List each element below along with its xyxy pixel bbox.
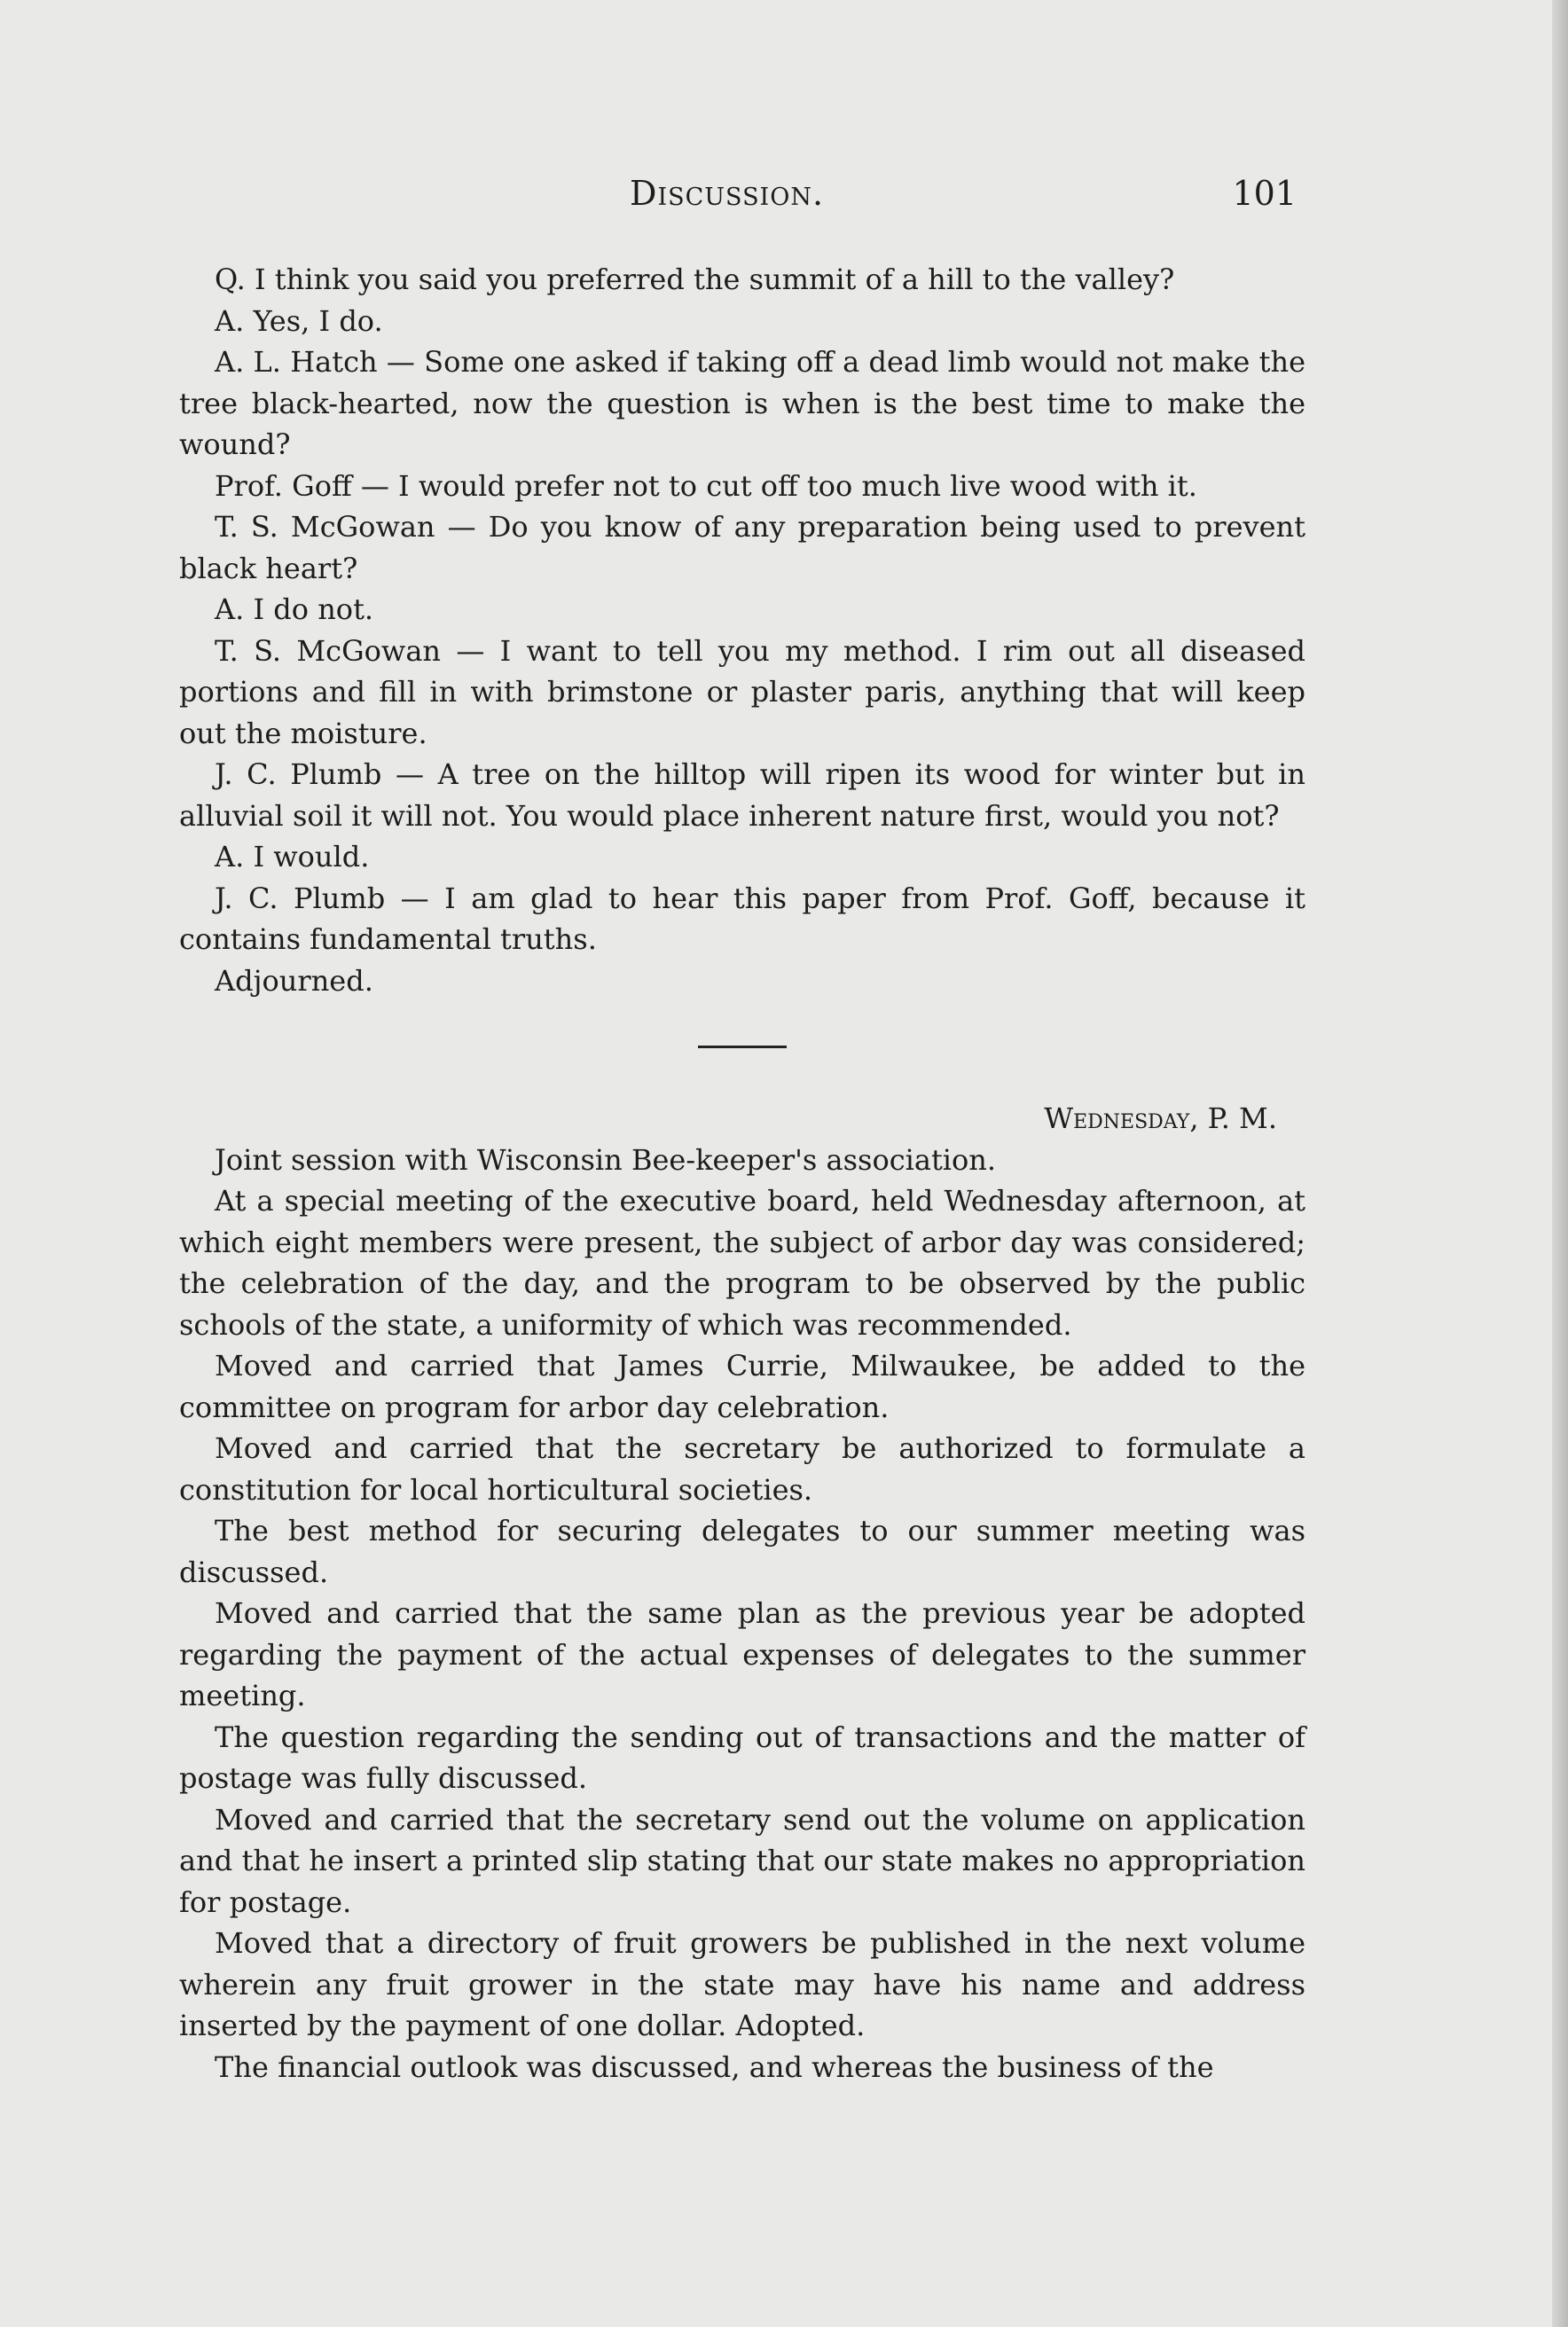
paragraph: T. S. McGowan — Do you know of any preparation being used to prevent black heart? bbox=[179, 510, 1305, 585]
paragraph: A. Yes, I do. bbox=[215, 303, 383, 338]
paragraph: At a special meeting of the executive board, held Wednesday afternoon, at which eight members were present, the subject of arbor day was considered; the celebration of the day, and the program to be observed by the public schools of the state, a uniformity of which was recommended. bbox=[179, 1184, 1305, 1342]
paragraph: Moved and carried that James Currie, Milwaukee, be added to the committee on program for arbor day celebration. bbox=[179, 1349, 1305, 1424]
paragraph: Prof. Goff — I would prefer not to cut off too much live wood with it. bbox=[215, 468, 1197, 503]
paragraph: Joint session with Wisconsin Bee-keeper's association. bbox=[215, 1142, 997, 1177]
running-title: Discussion. bbox=[630, 174, 825, 213]
page-number: 101 bbox=[1232, 174, 1297, 213]
session-heading: Wednesday, P. M. bbox=[1044, 1101, 1277, 1135]
paragraph: Moved and carried that the secretary be authorized to formulate a constitution for local horticultural societies. bbox=[179, 1431, 1305, 1507]
paragraph: J. C. Plumb — I am glad to hear this paper from Prof. Goff, because it contains fundamental truths. bbox=[179, 881, 1305, 956]
paragraph: A. L. Hatch — Some one asked if taking off a dead limb would not make the tree black-hearted, now the question is when is the best time to make the wound? bbox=[179, 345, 1305, 461]
paragraph-adjourned: Adjourned. bbox=[215, 963, 373, 998]
paragraph: The best method for securing delegates to our summer meeting was discussed. bbox=[179, 1514, 1305, 1589]
paragraph: T. S. McGowan — I want to tell you my method. I rim out all diseased portions and fill in with brimstone or plaster paris, anything that will keep out the moisture. bbox=[179, 633, 1305, 750]
page-body bbox=[179, 259, 1305, 2088]
paragraph: The financial outlook was discussed, and whereas the business of the bbox=[215, 2049, 1214, 2084]
paragraph: The question regarding the sending out of transactions and the matter of postage was fully discussed. bbox=[179, 1720, 1305, 1795]
page-edge-shadow bbox=[1552, 0, 1568, 2327]
section-divider bbox=[698, 1046, 787, 1048]
paragraph: Moved and carried that the same plan as the previous year be adopted regarding the payment of the actual expenses of delegates to the summer meeting. bbox=[179, 1596, 1305, 1712]
paragraph: Moved and carried that the secretary send out the volume on application and that he insert a printed slip stating that our state makes no appropriation for postage. bbox=[179, 1802, 1305, 1919]
page-header bbox=[179, 174, 1297, 218]
paragraph: J. C. Plumb — A tree on the hilltop will ripen its wood for winter but in alluvial soil it will not. You would place inherent nature first, would you not? bbox=[179, 757, 1305, 833]
paragraph: Moved that a directory of fruit growers be published in the next volume wherein any fruit grower in the state may have his name and address inserted by the payment of one dollar. Adopted. bbox=[179, 1926, 1305, 2042]
paragraph: A. I do not. bbox=[215, 592, 374, 626]
paragraph: Q. I think you said you preferred the summit of a hill to the valley? bbox=[215, 262, 1175, 296]
paragraph: A. I would. bbox=[215, 840, 370, 874]
